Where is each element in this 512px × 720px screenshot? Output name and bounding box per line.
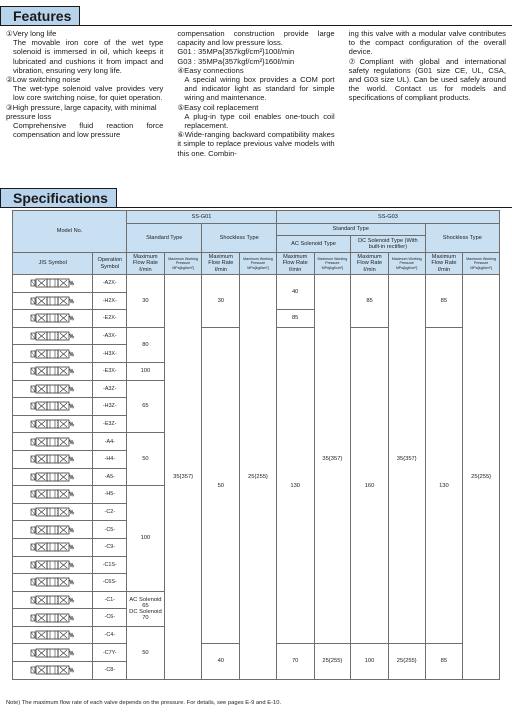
operation-symbol: -E3Z- <box>93 415 127 433</box>
g01-std-flow: 100 <box>127 362 165 380</box>
flow-header: Maximum Flow Rate ℓ/min <box>127 253 165 275</box>
feature-5-text: A plug-in type coil enables one-touch coil replacement. <box>184 111 335 131</box>
valve-symbol-icon <box>13 327 93 345</box>
g03-ac-flow: 85 <box>276 310 314 328</box>
g01-std-flow: 100 <box>127 486 165 592</box>
feature-6-text-cont: ing this valve with a modular valve contributes to the compact configuration of the overall device. <box>348 29 506 57</box>
feature-7-text: ⑦Compliant with global and international safety regulations (G01 size CE, UL, CSA, and G03 size UL). Can be used safely around the world. Contact us for models and specifications of compliant products. <box>348 56 506 103</box>
feature-1-text: The movable iron core of the wet type solenoid is immersed in oil, which keeps it lubricated and cushions it from impact and vibration, ensuring very long life. <box>13 38 164 75</box>
valve-symbol-icon <box>13 626 93 644</box>
feature-1-heading: ①Very long life <box>6 29 57 38</box>
flow-header: Maximum Flow Rate ℓ/min <box>202 253 240 275</box>
g01-shock-flow: 30 <box>202 275 240 328</box>
operation-symbol: -C8- <box>93 662 127 680</box>
operation-symbol: -E3X- <box>93 362 127 380</box>
pressure-header: Maximum Working Pressure MPa{kgf/cm²} <box>388 253 425 275</box>
g03-ac-pressure: 25{255} <box>314 644 351 679</box>
operation-symbol: -H3Z- <box>93 398 127 416</box>
valve-symbol-icon <box>13 609 93 627</box>
operation-symbol: -A4- <box>93 433 127 451</box>
heading-rule <box>80 25 512 27</box>
dc-solenoid-flow: DC Solenoid 70 <box>129 608 162 621</box>
g03-shock-flow: 130 <box>425 327 463 644</box>
g01-std-flow: 50 <box>127 433 165 486</box>
g01-std-flow: 30 <box>127 275 165 328</box>
g03-dc-flow: 85 <box>351 275 389 328</box>
valve-symbol-icon <box>13 380 93 398</box>
operation-symbol: -H2X- <box>93 292 127 310</box>
g03-dc-header: DC Solenoid Type (With built-in rectifier) <box>351 236 425 253</box>
pressure-header: Maximum Working Pressure MPa{kgf/cm²} <box>314 253 351 275</box>
valve-symbol-icon <box>13 662 93 680</box>
features-heading <box>0 6 512 26</box>
valve-symbol-icon <box>13 450 93 468</box>
operation-symbol: -C1- <box>93 591 127 609</box>
pressure-header: Maximum Working Pressure MPa{kgf/cm²} <box>463 253 500 275</box>
features-column-1 <box>6 29 163 179</box>
g03-dc-pressure: 25{255} <box>388 644 425 679</box>
valve-symbol-icon <box>13 644 93 662</box>
g01-std-flow-solenoid <box>127 591 165 626</box>
feature-3-g03: G03 : 35MPa{357kgf/cm²}160ℓ/min <box>177 56 295 66</box>
valve-symbol-icon <box>13 398 93 416</box>
feature-2-text: The wet-type solenoid valve provides very low core switching noise, for quiet operation. <box>13 84 164 103</box>
g01-std-flow: 50 <box>127 626 165 679</box>
valve-symbol-icon <box>13 538 93 556</box>
g01-shock-pressure: 25{255} <box>240 275 277 680</box>
g01-shock-flow: 50 <box>202 327 240 644</box>
operation-symbol: -C2- <box>93 503 127 521</box>
valve-symbol-icon <box>13 275 93 293</box>
g01-shock-flow: 40 <box>202 644 240 679</box>
model-no-header: Model No. <box>13 211 127 253</box>
valve-symbol-icon <box>13 486 93 504</box>
feature-5-heading: ⑤Easy coil replacement <box>177 102 259 112</box>
valve-symbol-icon <box>13 310 93 328</box>
feature-2-heading: ②Low switching noise <box>6 75 81 85</box>
valve-symbol-icon <box>13 468 93 486</box>
features-title: Features <box>0 6 80 26</box>
flow-header: Maximum Flow Rate ℓ/min <box>425 253 463 275</box>
operation-symbol: -H4- <box>93 450 127 468</box>
operation-symbol: -H3X- <box>93 345 127 363</box>
specifications-table <box>12 210 500 680</box>
specifications-heading <box>0 188 512 208</box>
feature-6-text: ⑥Wide-ranging backward compatibility makes it simple to replace previous valve models with this one. Combin- <box>177 130 335 158</box>
valve-symbol-icon <box>13 345 93 363</box>
operation-symbol: -C4- <box>93 626 127 644</box>
valve-symbol-icon <box>13 503 93 521</box>
g03-header: SS-G03 <box>276 211 499 224</box>
g03-dc-flow: 160 <box>351 327 389 644</box>
g03-shock-flow: 85 <box>425 644 463 679</box>
pressure-header: Maximum Working Pressure MPa{kgf/cm²} <box>164 253 202 275</box>
valve-symbol-icon <box>13 292 93 310</box>
operation-symbol: -C6- <box>93 609 127 627</box>
operation-symbol: -E2X- <box>93 310 127 328</box>
g01-shockless-header: Shockless Type <box>202 224 276 253</box>
valve-symbol-icon <box>13 574 93 592</box>
operation-symbol: -H5- <box>93 486 127 504</box>
operation-symbol: -A5- <box>93 468 127 486</box>
specifications-title: Specifications <box>0 188 117 208</box>
valve-symbol-icon <box>13 433 93 451</box>
operation-symbol: -C1S- <box>93 556 127 574</box>
features-column-3 <box>349 29 506 179</box>
ac-solenoid-flow: AC Solenoid 65 <box>129 596 162 609</box>
g01-std-pressure: 35{357} <box>164 275 202 680</box>
features-body <box>6 29 506 179</box>
feature-3-heading: ③High pressure, large capacity, with minimal pressure loss <box>6 102 157 121</box>
g01-std-flow: 80 <box>127 327 165 362</box>
heading-rule-2 <box>117 207 512 209</box>
operation-symbol: -C9- <box>93 538 127 556</box>
g03-dc-flow: 100 <box>351 644 389 679</box>
g01-standard-header: Standard Type <box>127 224 202 253</box>
operation-symbol: -A2X- <box>93 275 127 293</box>
g03-ac-flow: 130 <box>276 327 314 644</box>
operation-symbol: -A3Z- <box>93 380 127 398</box>
flow-header: Maximum Flow Rate ℓ/min <box>351 253 389 275</box>
g03-ac-pressure: 35{357} <box>314 275 351 644</box>
table-note: Note) The maximum flow rate of each valve depends on the pressure. For details, see pages E-9 and E-10. <box>6 700 282 706</box>
operation-symbol: -A3X- <box>93 327 127 345</box>
valve-symbol-icon <box>13 591 93 609</box>
operation-symbol-header: Operation Symbol <box>93 253 127 275</box>
g03-shock-pressure: 25{255} <box>463 275 500 680</box>
operation-symbol: -C7Y- <box>93 644 127 662</box>
feature-4-text: A special wiring box provides a COM port and indicator light as standard for simple wiring and maintenance. <box>184 75 335 103</box>
feature-3-g01: G01 : 35MPa{357kgf/cm²}100ℓ/min <box>177 47 295 57</box>
g03-ac-flow: 70 <box>276 644 314 679</box>
valve-symbol-icon <box>13 415 93 433</box>
g03-standard-header: Standard Type <box>276 224 425 236</box>
g01-std-flow: 65 <box>127 380 165 433</box>
operation-symbol: -C6S- <box>93 574 127 592</box>
g03-ac-flow: 40 <box>276 275 314 310</box>
g03-shock-flow: 85 <box>425 275 463 328</box>
g01-header: SS-G01 <box>127 211 277 224</box>
g03-ac-header: AC Solenoid Type <box>276 236 350 253</box>
g03-shockless-header: Shockless Type <box>425 224 499 253</box>
jis-symbol-header: JIS Symbol <box>13 253 93 275</box>
feature-3-text-cont: compensation construction provide large capacity and low pressure loss. <box>177 29 335 48</box>
features-column-2 <box>177 29 334 179</box>
feature-3-text: Comprehensive fluid reaction force compensation and low pressure <box>13 121 164 140</box>
operation-symbol: -C5- <box>93 521 127 539</box>
valve-symbol-icon <box>13 521 93 539</box>
feature-4-heading: ④Easy connections <box>177 65 244 75</box>
g03-dc-pressure: 35{357} <box>388 275 425 644</box>
pressure-header: Maximum Working Pressure MPa{kgf/cm²} <box>240 253 277 275</box>
valve-symbol-icon <box>13 362 93 380</box>
flow-header: Maximum Flow Rate ℓ/min <box>276 253 314 275</box>
valve-symbol-icon <box>13 556 93 574</box>
